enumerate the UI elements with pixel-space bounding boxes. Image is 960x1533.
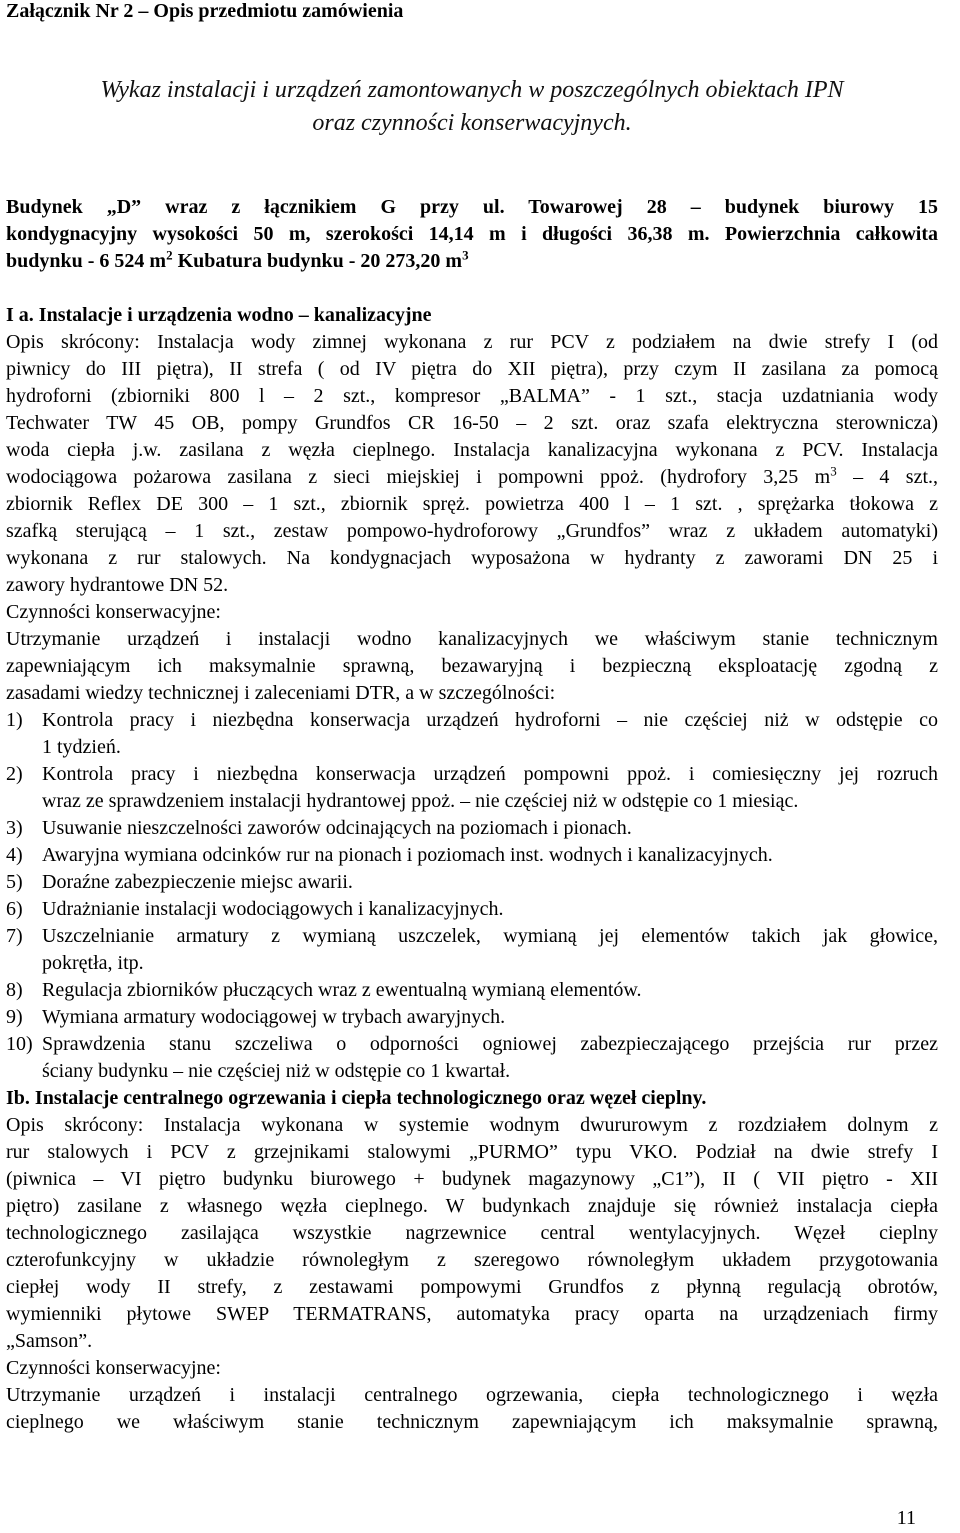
text-line: technologicznego zasilająca wszystkie nagrzewnice central wentylacyjnych. Węzeł cieplny xyxy=(6,1222,938,1244)
list-item xyxy=(6,977,938,1004)
list-number: 3) xyxy=(6,817,23,839)
text-line: zasadami wiedzy technicznej i zaleceniami DTR, a w szczególności: xyxy=(6,682,556,704)
text-line: wykonana z rur stalowych. Na kondygnacjach wyposażona w hydranty z zaworami DN 25 i xyxy=(6,547,938,569)
superscript: 3 xyxy=(830,463,837,479)
text-line: cieplnego we właściwym stanie technicznym zapewniającym ich maksymalnie sprawną, xyxy=(6,1411,938,1433)
list-line: Usuwanie nieszczelności zaworów odcinających na poziomach i pionach. xyxy=(42,817,632,839)
list-number: 6) xyxy=(6,898,23,920)
list-item xyxy=(6,707,938,761)
building-volume-text: Kubatura budynku - 20 273,20 m xyxy=(172,250,463,272)
list-number: 9) xyxy=(6,1006,23,1028)
text-line: woda ciepła j.w. zasilana z węzła cieplnego. Instalacja kanalizacyjna wykonana z PCV. Instalacja xyxy=(6,439,938,461)
list-item xyxy=(6,923,938,977)
list-item xyxy=(6,761,938,815)
text-line: Utrzymanie urządzeń i instalacji wodno kanalizacyjnych we właściwym stanie technicznym xyxy=(6,628,938,650)
list-item xyxy=(6,1031,938,1085)
maintenance-list xyxy=(6,707,938,1085)
subtitle-line: Wykaz instalacji i urządzeń zamontowanych w poszczególnych obiektach IPN xyxy=(100,77,844,103)
list-line: 1 tydzień. xyxy=(42,736,121,758)
text-line xyxy=(6,464,938,491)
maintenance-intro xyxy=(6,1382,938,1436)
list-line: ściany budynku – nie częściej niż w odstępie co 1 kwartał. xyxy=(42,1060,511,1082)
text-line: Utrzymanie urządzeń i instalacji centralnego ogrzewania, ciepła technologicznego i węzła xyxy=(6,1384,938,1406)
list-number: 7) xyxy=(6,925,23,947)
text-line: piwnicy do III piętra), II strefa ( od IV piętra do XII piętra), przy czym II zasilana za pomocą xyxy=(6,358,938,380)
building-line: Budynek „D” wraz z łącznikiem G przy ul. Towarowej 28 – budynek biurowy 15 xyxy=(6,196,938,218)
section-heading-1b: Ib. Instalacje centralnego ogrzewania i ciepła technologicznego oraz węzeł cieplny. xyxy=(6,1087,707,1109)
building-line: kondygnacyjny wysokości 50 m, szerokości 14,14 m i długości 36,38 m. Powierzchnia całkowita xyxy=(6,223,938,245)
maintenance-label: Czynności konserwacyjne: xyxy=(6,601,221,623)
building-area-text: budynku - 6 524 m xyxy=(6,250,167,272)
list-line: Kontrola pracy i niezbędna konserwacja urządzeń hydroforni – nie częściej niż w odstępie co xyxy=(42,709,938,731)
page-number: 11 xyxy=(896,1507,916,1529)
list-item xyxy=(6,815,938,842)
text-line: piętro) zasilane z własnego węzła cieplnego. W budynkach znajduje się również instalacja ciepła xyxy=(6,1195,938,1217)
list-line: Udrażnianie instalacji wodociągowych i kanalizacyjnych. xyxy=(42,898,504,920)
building-description xyxy=(6,194,938,275)
text-line: zbiornik Reflex DE 300 – 1 szt., zbiornik spręż. powietrza 400 l – 1 szt. , sprężarka tłokowa z xyxy=(6,493,938,515)
annex-title: Załącznik Nr 2 – Opis przedmiotu zamówienia xyxy=(6,0,404,22)
subtitle-line: oraz czynności konserwacyjnych. xyxy=(312,110,632,136)
section-1a-description xyxy=(6,329,938,599)
list-line: Uszczelnianie armatury z wymianą uszczelek, wymianą jej elementów takich jak głowice, xyxy=(42,925,938,947)
superscript: 2 xyxy=(166,247,173,263)
text-line: (piwnica – VI piętro budynku biurowego + budynek magazynowy „C1”), II ( VII piętro - XII xyxy=(6,1168,938,1190)
list-number: 4) xyxy=(6,844,23,866)
text-line: zapewniającym ich maksymalnie sprawną, bezawaryjną i bezpieczną eksploatację zgodną z xyxy=(6,655,938,677)
section-heading-1a: I a. Instalacje i urządzenia wodno – kanalizacyjne xyxy=(6,304,432,326)
section-1b-description xyxy=(6,1112,938,1355)
list-item xyxy=(6,1004,938,1031)
text-line: rur stalowych i PCV z grzejnikami stalowymi „PURMO” typu VKO. Podział na dwie strefy I xyxy=(6,1141,938,1163)
text-fragment: wodociągowa pożarowa zasilana z sieci miejskiej i pompowni ppoż. (hydrofory 3,25 m xyxy=(6,466,831,488)
text-line: szafką sterującą – 1 szt., zestaw pompowo-hydroforowy „Grundfos” wraz z układem automatyki) xyxy=(6,520,938,542)
text-line: ciepłej wody II strefy, z zestawami pompowymi Grundfos z płynną regulacją obrotów, xyxy=(6,1276,938,1298)
list-line: Sprawdzenia stanu szczeliwa o odporności ogniowej zabezpieczającego przejścia rur przez xyxy=(42,1033,938,1055)
list-line: Doraźne zabezpieczenie miejsc awarii. xyxy=(42,871,353,893)
list-item xyxy=(6,869,938,896)
list-item xyxy=(6,896,938,923)
list-line: Awaryjna wymiana odcinków rur na pionach i poziomach inst. wodnych i kanalizacyjnych. xyxy=(42,844,773,866)
list-number: 1) xyxy=(6,709,23,731)
list-number: 5) xyxy=(6,871,23,893)
text-line: wymienniki płytowe SWEP TERMATRANS, automatyka pracy oparta na urządzeniach firmy xyxy=(6,1303,938,1325)
text-line: zawory hydrantowe DN 52. xyxy=(6,574,229,596)
list-number: 2) xyxy=(6,763,23,785)
list-line: Regulacja zbiorników płuczących wraz z ewentualną wymianą elementów. xyxy=(42,979,642,1001)
list-line: wraz ze sprawdzeniem instalacji hydrantowej ppoż. – nie częściej niż w odstępie co 1 miesiąc. xyxy=(42,790,799,812)
list-line: Wymiana armatury wodociągowej w trybach awaryjnych. xyxy=(42,1006,506,1028)
main-content xyxy=(6,302,938,1436)
text-line: Opis skrócony: Instalacja wody zimnej wykonana z rur PCV z podziałem na dwie strefy I (od xyxy=(6,331,938,353)
list-number: 10) xyxy=(6,1033,33,1055)
maintenance-intro xyxy=(6,626,938,707)
maintenance-label: Czynności konserwacyjne: xyxy=(6,1357,221,1379)
text-line: Opis skrócony: Instalacja wykonana w systemie wodnym dwururowym z rozdziałem dolnym z xyxy=(6,1114,938,1136)
text-line: czterofunkcyjny w układzie równoległym z szeregowo równoległym układem przygotowania xyxy=(6,1249,938,1271)
text-line: „Samson”. xyxy=(6,1330,93,1352)
list-line: pokrętła, itp. xyxy=(42,952,144,974)
building-line xyxy=(6,248,938,275)
document-subtitle xyxy=(6,74,938,140)
text-fragment: – 4 szt., xyxy=(836,466,938,488)
text-line: hydroforni (zbiorniki 800 l – 2 szt., kompresor „BALMA” - 1 szt., stacja uzdatniania wody xyxy=(6,385,938,407)
list-number: 8) xyxy=(6,979,23,1001)
text-line: Techwater TW 45 OB, pompy Grundfos CR 16-50 – 2 szt. oraz szafa elektryczna sterownicza) xyxy=(6,412,938,434)
superscript: 3 xyxy=(462,247,469,263)
list-item xyxy=(6,842,938,869)
list-line: Kontrola pracy i niezbędna konserwacja urządzeń pompowni ppoż. i comiesięczny jej rozruch xyxy=(42,763,938,785)
